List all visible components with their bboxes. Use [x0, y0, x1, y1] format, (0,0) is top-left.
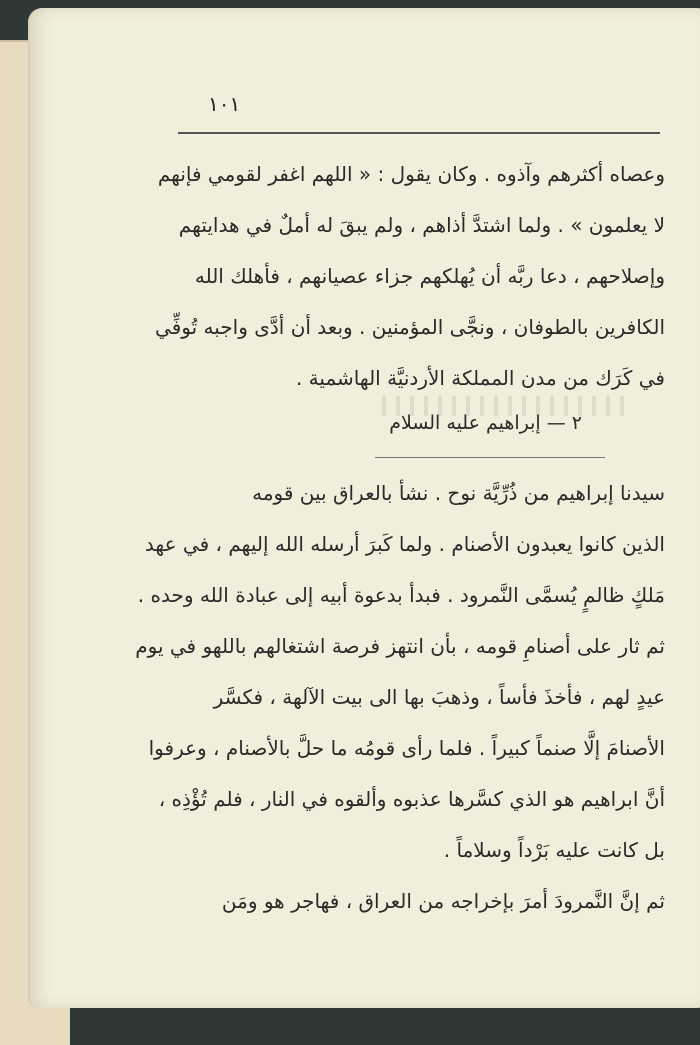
section-heading: ٢ — إبراهيم عليه السلام [389, 412, 582, 434]
page-number: ١٠١ [208, 92, 241, 116]
text-line: ثم إنَّ النَّمرودَ أمرَ بإخراجه من العراق ، فهاجر هو ومَن [221, 889, 665, 913]
text-line: الأصنامَ إلَّا صنماً كبيراً . فلما رأى قومُه ما حلَّ بالأصنام ، وعرفوا [148, 736, 665, 760]
text-line: بل كانت عليه بَرْداً وسلاماً . [443, 838, 665, 862]
section-paragraph [135, 468, 665, 927]
header-rule [178, 132, 660, 134]
text-line: الذين كانوا يعبدون الأصنام . ولما كَبرَ أرسله الله إليهم ، في عهد [144, 532, 665, 556]
top-paragraph [140, 149, 665, 404]
text-line: مَلكٍ ظالمٍ يُسمَّى النَّمرود . فبدأ بدعوة أبيه إلى عبادة الله وحده . [137, 583, 665, 607]
text-line: عيدٍ لهم ، فأخذَ فأساً ، وذهبَ بها الى بيت الآلهة ، فكسَّر [213, 685, 665, 709]
text-line: وإصلاحهم ، دعا ربَّه أن يُهلكهم جزاء عصيانهم ، فأهلك الله [194, 264, 665, 288]
text-line: أنَّ ابراهيم هو الذي كسَّرها عذبوه وألقوه في النار ، فلم تُؤْذِه ، [158, 787, 665, 811]
text-line: الكافرين بالطوفان ، ونجَّى المؤمنين . وبعد أن أدَّى واجبه تُوفِّي [155, 315, 665, 339]
text-line: وعصاه أكثرهم وآذوه . وكان يقول : « اللهم اغفر لقومي فإنهم [157, 162, 665, 186]
text-line: سيدنا إبراهيم من ذُرِّيَّة نوح . نشأ بالعراق بين قومه [252, 481, 665, 505]
book-page [30, 8, 700, 1008]
heading-rule [375, 457, 605, 458]
text-line: لا يعلمون » . ولما اشتدَّ أذاهم ، ولم يبقَ له أملٌ في هدايتهم [178, 213, 665, 237]
text-line: في كَرَك من مدن المملكة الأردنيَّة الهاشمية . [295, 366, 665, 390]
text-line: ثم ثار على أصنامِ قومه ، بأن انتهز فرصة اشتغالهم باللهو في يوم [135, 634, 665, 658]
